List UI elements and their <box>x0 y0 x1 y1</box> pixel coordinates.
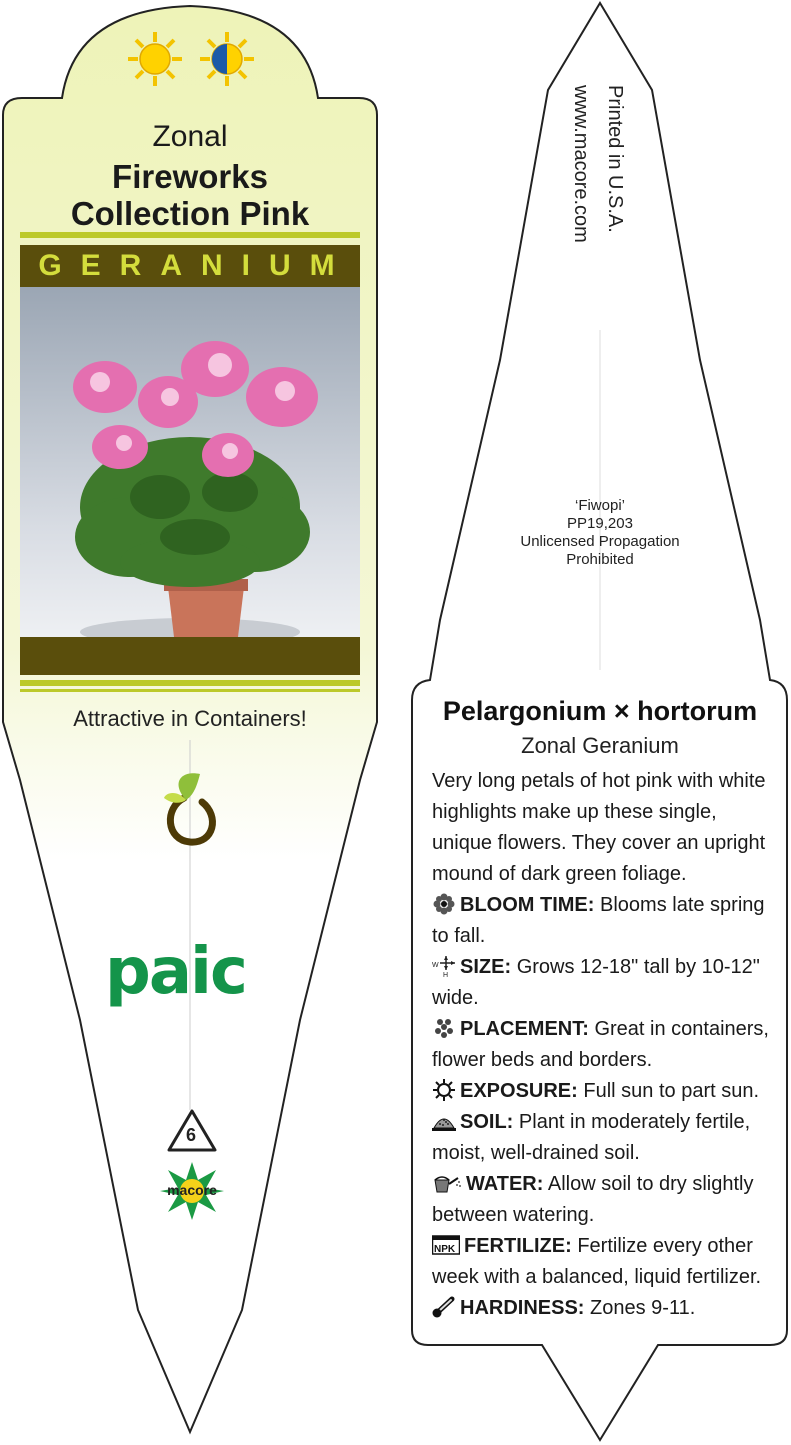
patent-notice-line1: Unlicensed Propagation <box>520 533 680 550</box>
divider-stripe <box>20 232 360 238</box>
spec-text: Allow soil to dry slightly between watering. <box>432 1173 754 1226</box>
spec-bloom-time <box>432 890 772 952</box>
common-name: Zonal Geranium <box>521 733 679 758</box>
part-sun-icon <box>198 30 256 88</box>
flower-icon <box>432 893 456 915</box>
spec-label: SIZE: <box>460 956 512 978</box>
plant-photo <box>20 287 360 637</box>
cultivar-name: ‘Fiwopi’ <box>574 497 625 514</box>
plant-type-label: Zonal <box>152 120 228 153</box>
plant-name <box>20 158 360 232</box>
spec-text: Fertilize every other week with a balanced, liquid fertilizer. <box>432 1235 762 1288</box>
plant-name-line1: Fireworks <box>112 158 268 195</box>
divider-stripe-lower <box>20 680 360 686</box>
spec-text: Full sun to part sun. <box>583 1080 760 1102</box>
spec-label: FERTILIZE: <box>464 1235 572 1257</box>
description: Very long petals of hot pink with white highlights make up these single, unique flowers. They cover an upright mound of dark green foliage. <box>432 770 766 885</box>
printer-logo: macore <box>167 1182 217 1198</box>
svg-text:W: W <box>432 962 439 969</box>
spec-text: Great in containers, flower beds and borders. <box>432 1018 769 1071</box>
spec-label: HARDINESS: <box>460 1297 585 1319</box>
patent-notice-line2: Prohibited <box>566 551 634 568</box>
npk-icon <box>432 1234 460 1256</box>
genus-band: GERANIUM <box>20 245 360 287</box>
thermometer-icon <box>432 1296 456 1318</box>
spec-text: Grows 12-18" tall by 10-12" wide. <box>432 956 760 1009</box>
spec-label: BLOOM TIME: <box>460 894 595 916</box>
patent-number: PP19,203 <box>567 515 633 532</box>
svg-text:NPK: NPK <box>434 1244 456 1255</box>
sun-icon <box>432 1079 456 1101</box>
printed-in-label: Printed in U.S.A. <box>604 85 626 233</box>
placement-icon <box>432 1017 456 1039</box>
full-sun-icon <box>126 30 184 88</box>
spec-size <box>432 952 772 1014</box>
spec-exposure <box>432 1076 772 1107</box>
spec-text: Blooms late spring to fall. <box>432 894 765 947</box>
botanical-name: Pelargonium × hortorum <box>442 696 758 726</box>
size-arrows-icon <box>432 955 456 977</box>
watering-can-icon <box>432 1172 462 1194</box>
soil-icon <box>432 1110 456 1132</box>
spec-label: WATER: <box>466 1173 544 1195</box>
recycle-number: 6 <box>185 1125 196 1145</box>
plant-name-line2: Collection Pink <box>70 195 310 232</box>
care-info <box>432 766 772 1324</box>
spec-label: EXPOSURE: <box>460 1080 578 1102</box>
spec-soil <box>432 1107 772 1169</box>
leaf-logo-icon <box>162 768 220 848</box>
spec-fertilize <box>432 1231 772 1293</box>
spec-label: PLACEMENT: <box>460 1018 589 1040</box>
spec-text: Zones 9-11. <box>590 1297 696 1319</box>
photo-footer-band <box>20 637 360 675</box>
spec-hardiness <box>432 1293 772 1324</box>
website-label: www.macore.com <box>570 85 592 243</box>
tagline: Attractive in Containers! <box>73 706 307 731</box>
spec-text: Plant in moderately fertile, moist, well-drained soil. <box>432 1111 751 1164</box>
brand-logo: paic <box>105 935 246 1009</box>
spec-water <box>432 1169 772 1231</box>
spec-placement <box>432 1014 772 1076</box>
spec-label: SOIL: <box>460 1111 514 1133</box>
patent-info <box>470 497 730 569</box>
divider-stripe-lower-thin <box>20 689 360 692</box>
svg-text:H: H <box>443 972 449 977</box>
printed-info <box>555 85 650 325</box>
